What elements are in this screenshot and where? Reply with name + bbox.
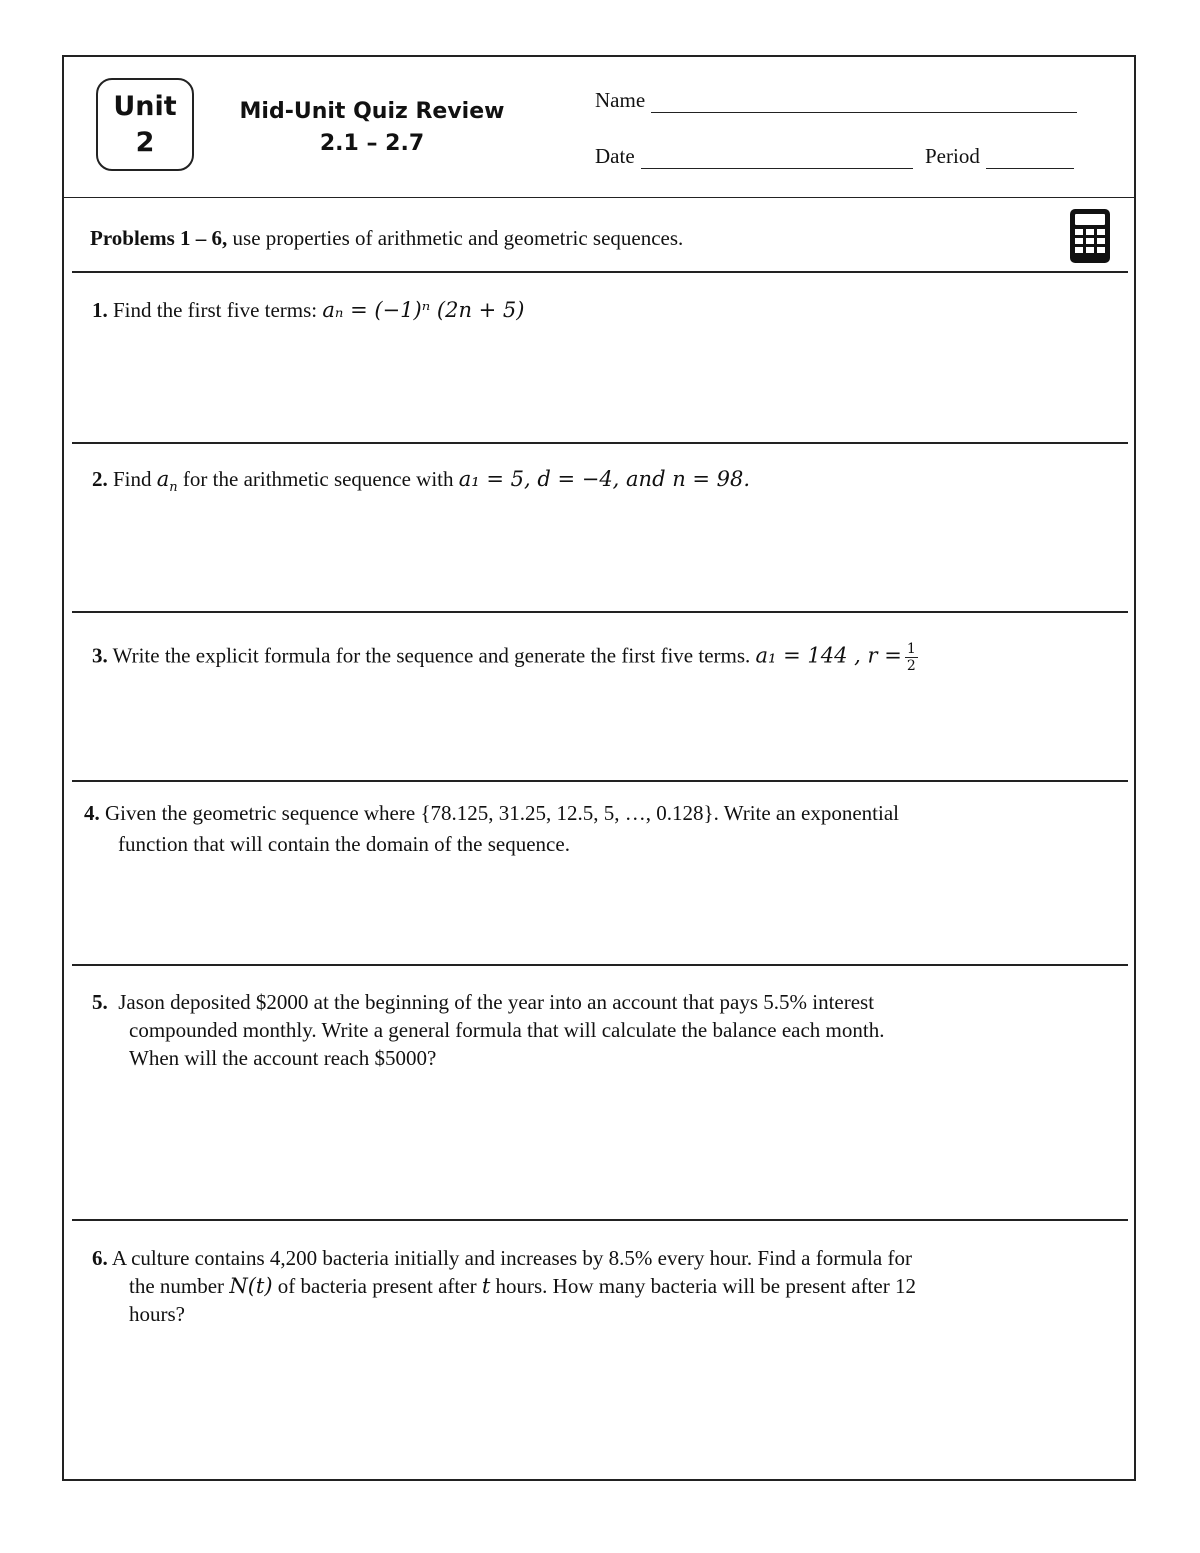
problem-number: 2. <box>92 467 108 491</box>
problem-6 <box>92 1244 916 1328</box>
header-divider <box>64 197 1134 198</box>
problem-5 <box>92 988 884 1072</box>
name-label: Name <box>595 88 646 112</box>
period-field[interactable] <box>925 144 1074 169</box>
name-blank[interactable] <box>651 94 1077 113</box>
problem-number: 5. <box>92 990 108 1014</box>
divider-4 <box>72 780 1128 782</box>
divider-6 <box>72 1219 1128 1221</box>
problem-math: a₁ = 5, d = −4, and n = 98. <box>458 467 751 491</box>
problem-text: of bacteria present after <box>272 1274 482 1298</box>
divider-1 <box>72 271 1128 273</box>
name-field[interactable] <box>595 88 1077 113</box>
problem-math: N(t) <box>229 1274 273 1298</box>
date-field[interactable] <box>595 144 913 169</box>
problem-number: 6. <box>92 1246 108 1270</box>
problem-text: for the arithmetic sequence with <box>177 467 459 491</box>
divider-3 <box>72 611 1128 613</box>
problem-math: t <box>481 1274 491 1298</box>
fraction-numerator: 1 <box>906 641 916 657</box>
date-blank[interactable] <box>641 150 913 169</box>
unit-number: 2 <box>135 126 155 158</box>
problem-4 <box>84 799 899 858</box>
instructions-text: use properties of arithmetic and geometric sequences. <box>227 226 684 250</box>
problem-text: hours. How many bacteria will be present after 12 <box>490 1274 916 1298</box>
fraction-denominator: 2 <box>906 658 916 674</box>
problem-line: A culture contains 4,200 bacteria initially and increases by 8.5% every hour. Find a formula for <box>111 1246 912 1270</box>
divider-5 <box>72 964 1128 966</box>
date-label: Date <box>595 144 635 168</box>
problem-2 <box>92 465 750 502</box>
problem-text: the number <box>129 1274 230 1298</box>
calculator-icon <box>1068 207 1112 265</box>
problem-line: Jason deposited $2000 at the beginning of the year into an account that pays 5.5% interest <box>118 990 875 1014</box>
title-block <box>222 96 522 160</box>
problem-3 <box>92 641 918 674</box>
period-blank[interactable] <box>986 150 1074 169</box>
problem-number: 3. <box>92 643 108 668</box>
problem-line: When will the account reach $5000? <box>129 1046 437 1070</box>
problem-line: Given the geometric sequence where {78.125, 31.25, 12.5, 5, …, 0.128}. Write an exponential <box>105 801 899 825</box>
fraction <box>905 641 918 674</box>
problem-line: function that will contain the domain of the sequence. <box>118 832 570 856</box>
problem-1 <box>92 296 524 324</box>
divider-2 <box>72 442 1128 444</box>
problem-line: compounded monthly. Write a general formula that will calculate the balance each month. <box>129 1018 885 1042</box>
instructions <box>90 226 683 251</box>
problem-text: Find <box>113 467 157 491</box>
period-label: Period <box>925 144 980 168</box>
problem-text: Find the first five terms: <box>113 298 323 322</box>
page-title: Mid-Unit Quiz Review <box>239 99 505 124</box>
problem-number: 4. <box>84 801 100 825</box>
instructions-bold: Problems 1 – 6, <box>90 226 228 250</box>
problem-text: Write the explicit formula for the sequence and generate the first five terms. <box>112 643 756 668</box>
problem-line: hours? <box>129 1302 185 1326</box>
unit-word: Unit <box>113 90 177 122</box>
unit-badge <box>96 78 194 171</box>
problem-math: aₙ = (−1)ⁿ (2n + 5) <box>322 298 525 322</box>
problem-math: a₁ = 144 , r = <box>755 643 902 668</box>
problem-math-an: $a_n$ <box>156 467 178 496</box>
problem-number: 1. <box>92 298 108 322</box>
page-subtitle: 2.1 – 2.7 <box>319 131 425 156</box>
